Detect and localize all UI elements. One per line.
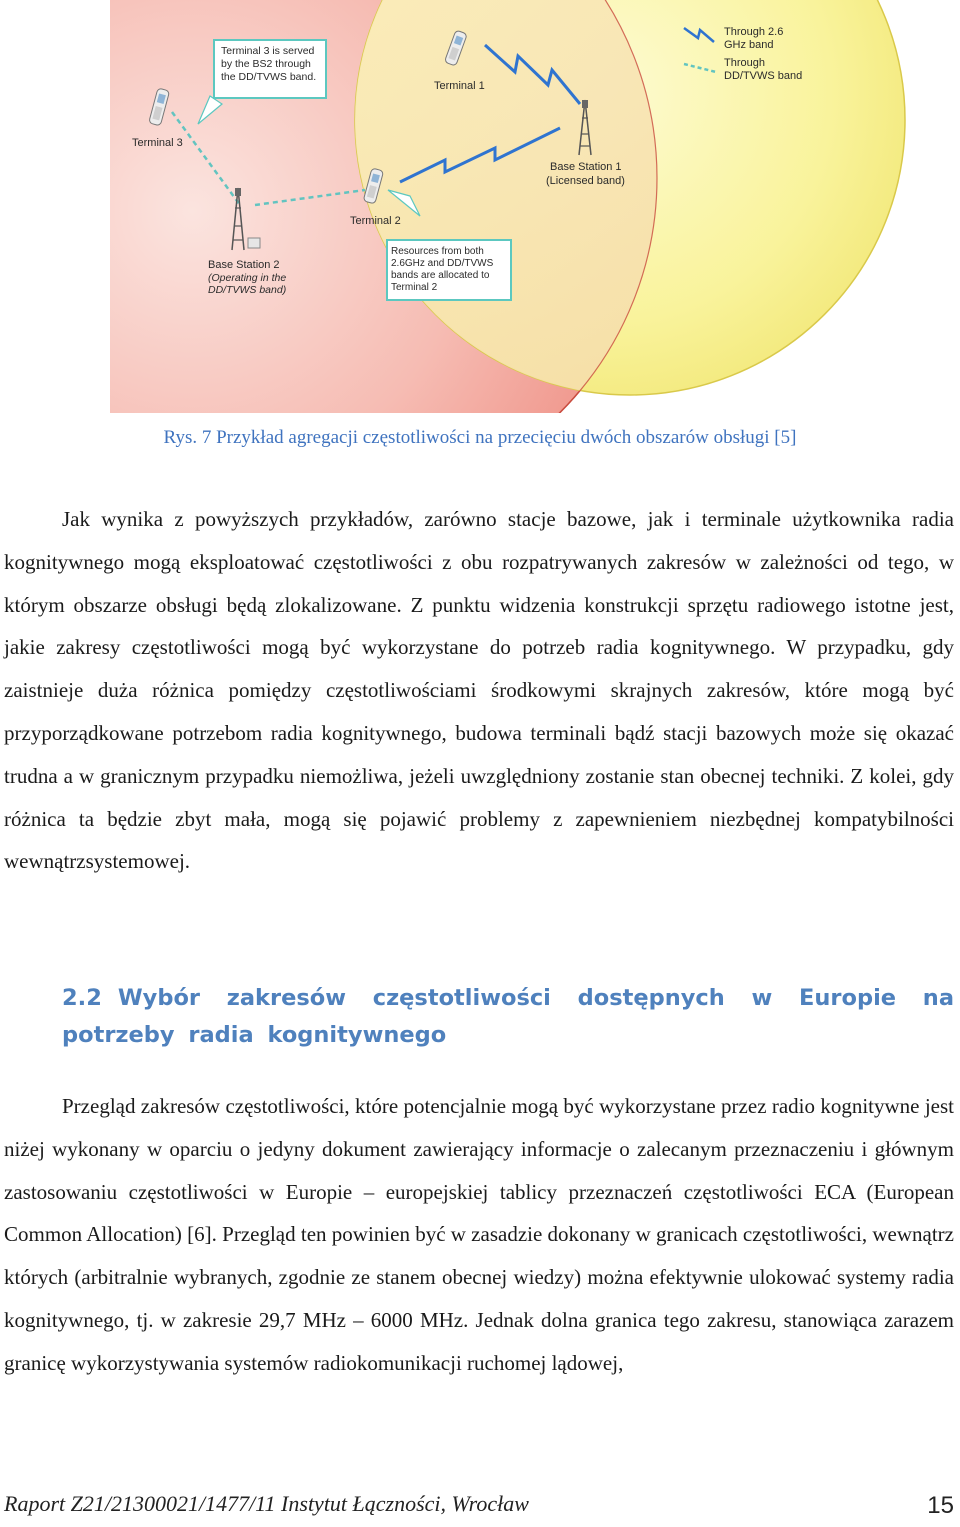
callout-terminal-2-line4: Terminal 2: [391, 282, 438, 293]
callout-terminal-3-line2: by the BS2 through: [221, 58, 311, 70]
footer-report-id: Raport Z21/21300021/1477/11 Instytut Łączności, Wrocław: [4, 1491, 529, 1516]
page-number: 15: [927, 1492, 954, 1519]
label-terminal-2: Terminal 2: [350, 215, 401, 227]
legend-ddtvws-line2: DD/TVWS band: [724, 70, 803, 82]
callout-terminal-3-line1: Terminal 3 is served: [221, 45, 315, 57]
body-paragraph-1: Jak wynika z powyższych przykładów, zarówno stacje bazowe, jak i terminale użytkownika radia kognitywnego mogą eksploatować częstotliwości z obu rozpatrywanych zakresów w zależności od tego, w którym obszarze obsługi będą zlokalizowane. Z punktu widzenia konstrukcji sprzętu radiowego istotne jest, jakie zakresy częstotliwości mogą być wykorzystane do potrzeb radia kognitywnego. W przypadku, gdy zaistnieje duża różnica pomiędzy częstotliwościami środkowymi skrajnych zakresów, które mogą być przyporządkowane potrzebom radia kognitywnego, budowa terminali bądź stacji bazowych może się okazać trudna a w granicznym przypadku niemożliwa, jeżeli uwzględniony zostanie stan obecnej techniki. Z kolei, gdy różnica ta będzie zbyt mała, mogą się pojawić problemy z zapewnieniem niezbędnej kompatybilności wewnątrzsystemowej.: [4, 507, 954, 874]
figure-aggregation-diagram: [110, 0, 960, 413]
label-terminal-1: Terminal 1: [434, 80, 485, 92]
body-paragraph-2: Przegląd zakresów częstotliwości, które potencjalnie mogą być wykorzystane przez radio kognitywne jest niżej wykonany w oparciu o jedyny dokument zawierający informacje o zalecanym przeznaczeniu i głównym zastosowaniu częstotliwości w Europie – europejskiej tablicy przeznaczeń częstotliwości ECA (European Common Allocation) [6]. Przegląd ten powinien być w zasadzie dokonany w granicach częstotliwości, wewnątrz których (arbitralnie wybranych, zgodnie ze stanem obecnej wiedzy) można efektywnie ulokować systemy radia kognitywnego, tj. w zakresie 29,7 MHz – 6000 MHz. Jednak dolna granica tego zakresu, stanowiąca zarazem granicę wykorzystywania systemów radiokomunikacji ruchomej lądowej,: [4, 1094, 954, 1375]
legend-ddtvws-line1: Through: [724, 57, 765, 69]
figure-caption-prefix: Rys. 7: [163, 427, 212, 448]
figure-caption-text: Przykład agregacji częstotliwości na przecięciu dwóch obszarów obsługi [5]: [211, 427, 797, 448]
section-heading: [62, 980, 954, 1054]
callout-terminal-2-line1: Resources from both: [391, 246, 484, 257]
label-base-station-1-band: (Licensed band): [546, 175, 625, 187]
diagram-svg: [110, 0, 960, 413]
label-base-station-2-op1: (Operating in the: [208, 272, 287, 284]
label-base-station-2: Base Station 2: [208, 259, 280, 271]
callout-terminal-2-line3: bands are allocated to: [391, 270, 490, 281]
section-title: Wybór zakresów częstotliwości dostępnych w Europie na potrzeby radia kognitywnego: [62, 985, 954, 1048]
label-terminal-3: Terminal 3: [132, 137, 183, 149]
label-base-station-2-op2: DD/TVWS band): [208, 284, 287, 296]
legend-26-line2: GHz band: [724, 39, 774, 51]
callout-terminal-3-line3: the DD/TVWS band.: [221, 71, 317, 83]
figure-caption: [0, 427, 960, 449]
callout-terminal-2-line2: 2.6GHz and DD/TVWS: [391, 258, 494, 269]
label-base-station-1: Base Station 1: [550, 161, 622, 173]
legend-26-line1: Through 2.6: [724, 26, 784, 38]
section-number: 2.2: [62, 985, 102, 1011]
